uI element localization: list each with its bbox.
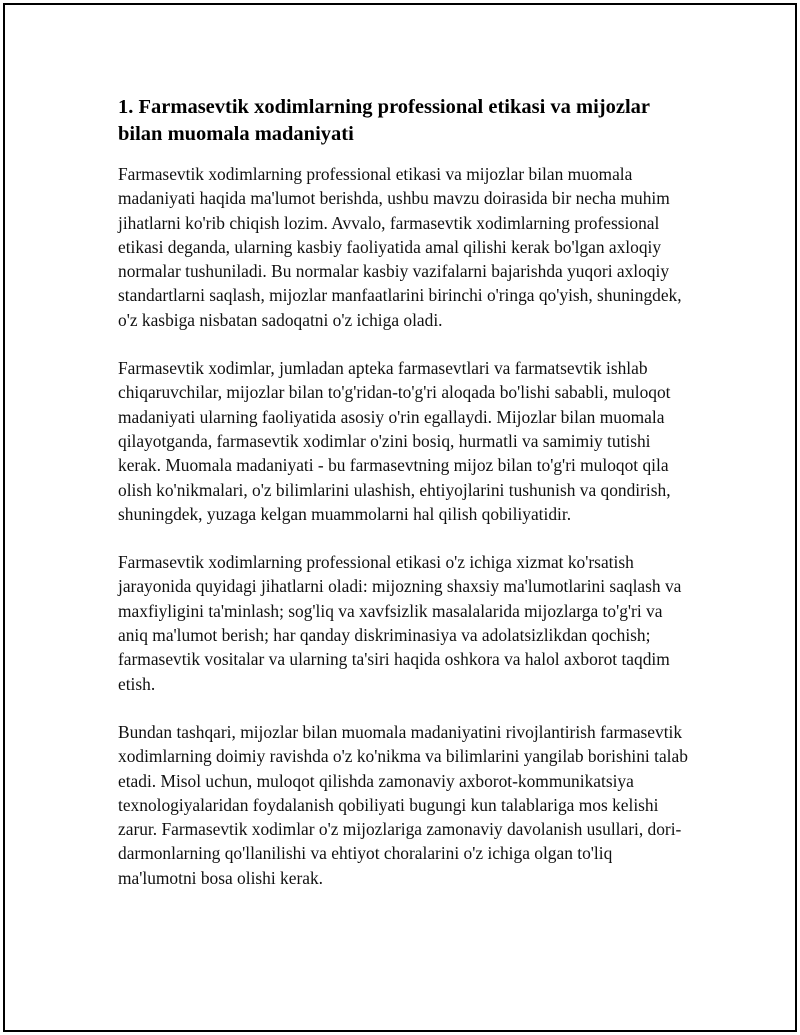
paragraph-4: Bundan tashqari, mijozlar bilan muomala madaniyatini rivojlantirish farmasevtik xodimlarning doimiy ravishda o'z ko'nikma va bilimlarini yangilab borishini talab etadi. Misol uchun, muloqot qilishda zamonaviy axborot-kommunikatsiya texnologiyalaridan foydalanish qobiliyati bugungi kun talablariga mos kelishi zarur. Farmasevtik xodimlar o'z mijozlariga zamonaviy davolanish usullari, dori-darmonlarning qo'llanilishi va ehtiyot choralarini o'z ichiga olgan to'liq ma'lumotni bosa olishi kerak. xyxy=(118,721,688,888)
paragraph-2: Farmasevtik xodimlar, jumladan apteka farmasevtlari va farmatsevtik ishlab chiqaruvchilar, mijozlar bilan to'g'ridan-to'g'ri aloqada bo'lishi sababli, muloqot madaniyati ularning faoliyatida asosiy o'rin egallaydi. Mijozlar bilan muomala qilayotganda, farmasevtik xodimlar o'zini bosiq, hurmatli va samimiy tutishi kerak. Muomala madaniyati - bu farmasevtning mijoz bilan to'g'ri muloqot qila olish ko'nikmalari, o'z bilimlarini ulashish, ehtiyojlarini tushunish va qondirish, shuningdek, yuzaga kelgan muammolarni hal qilish qobiliyatidir. xyxy=(118,358,671,524)
section-heading: 1. Farmasevtik xodimlarning professional etikasi va mijozlar bilan muomala madaniyati xyxy=(118,96,650,145)
document-body xyxy=(118,94,693,914)
paragraph-1: Farmasevtik xodimlarning professional etikasi va mijozlar bilan muomala madaniyati haqida ma'lumot berishda, ushbu mavzu doirasida bir necha muhim jihatlarni ko'rib chiqish lozim. Avvalo, farmasevtik xodimlarning professional etikasi deganda, ularning kasbiy faoliyatida amal qilishi kerak bo'lgan axloqiy normalar tushuniladi. Bu normalar kasbiy vazifalarni bajarishda yuqori axloqiy standartlarni saqlash, mijozlar manfaatlarini birinchi o'ringa qo'yish, shuningdek, o'z kasbiga nisbatan sadoqatni o'z ichiga oladi. xyxy=(118,164,682,330)
paragraph-3: Farmasevtik xodimlarning professional etikasi o'z ichiga xizmat ko'rsatish jarayonida quyidagi jihatlarni oladi: mijozning shaxsiy ma'lumotlarini saqlash va maxfiyligini ta'minlash; sog'liq va xavfsizlik masalalarida mijozlarga to'g'ri va aniq ma'lumot berish; har qanday diskriminasiya va adolatsizlikdan qochish; farmasevtik vositalar va ularning ta'siri haqida oshkora va halol axborot taqdim etish. xyxy=(118,552,682,694)
